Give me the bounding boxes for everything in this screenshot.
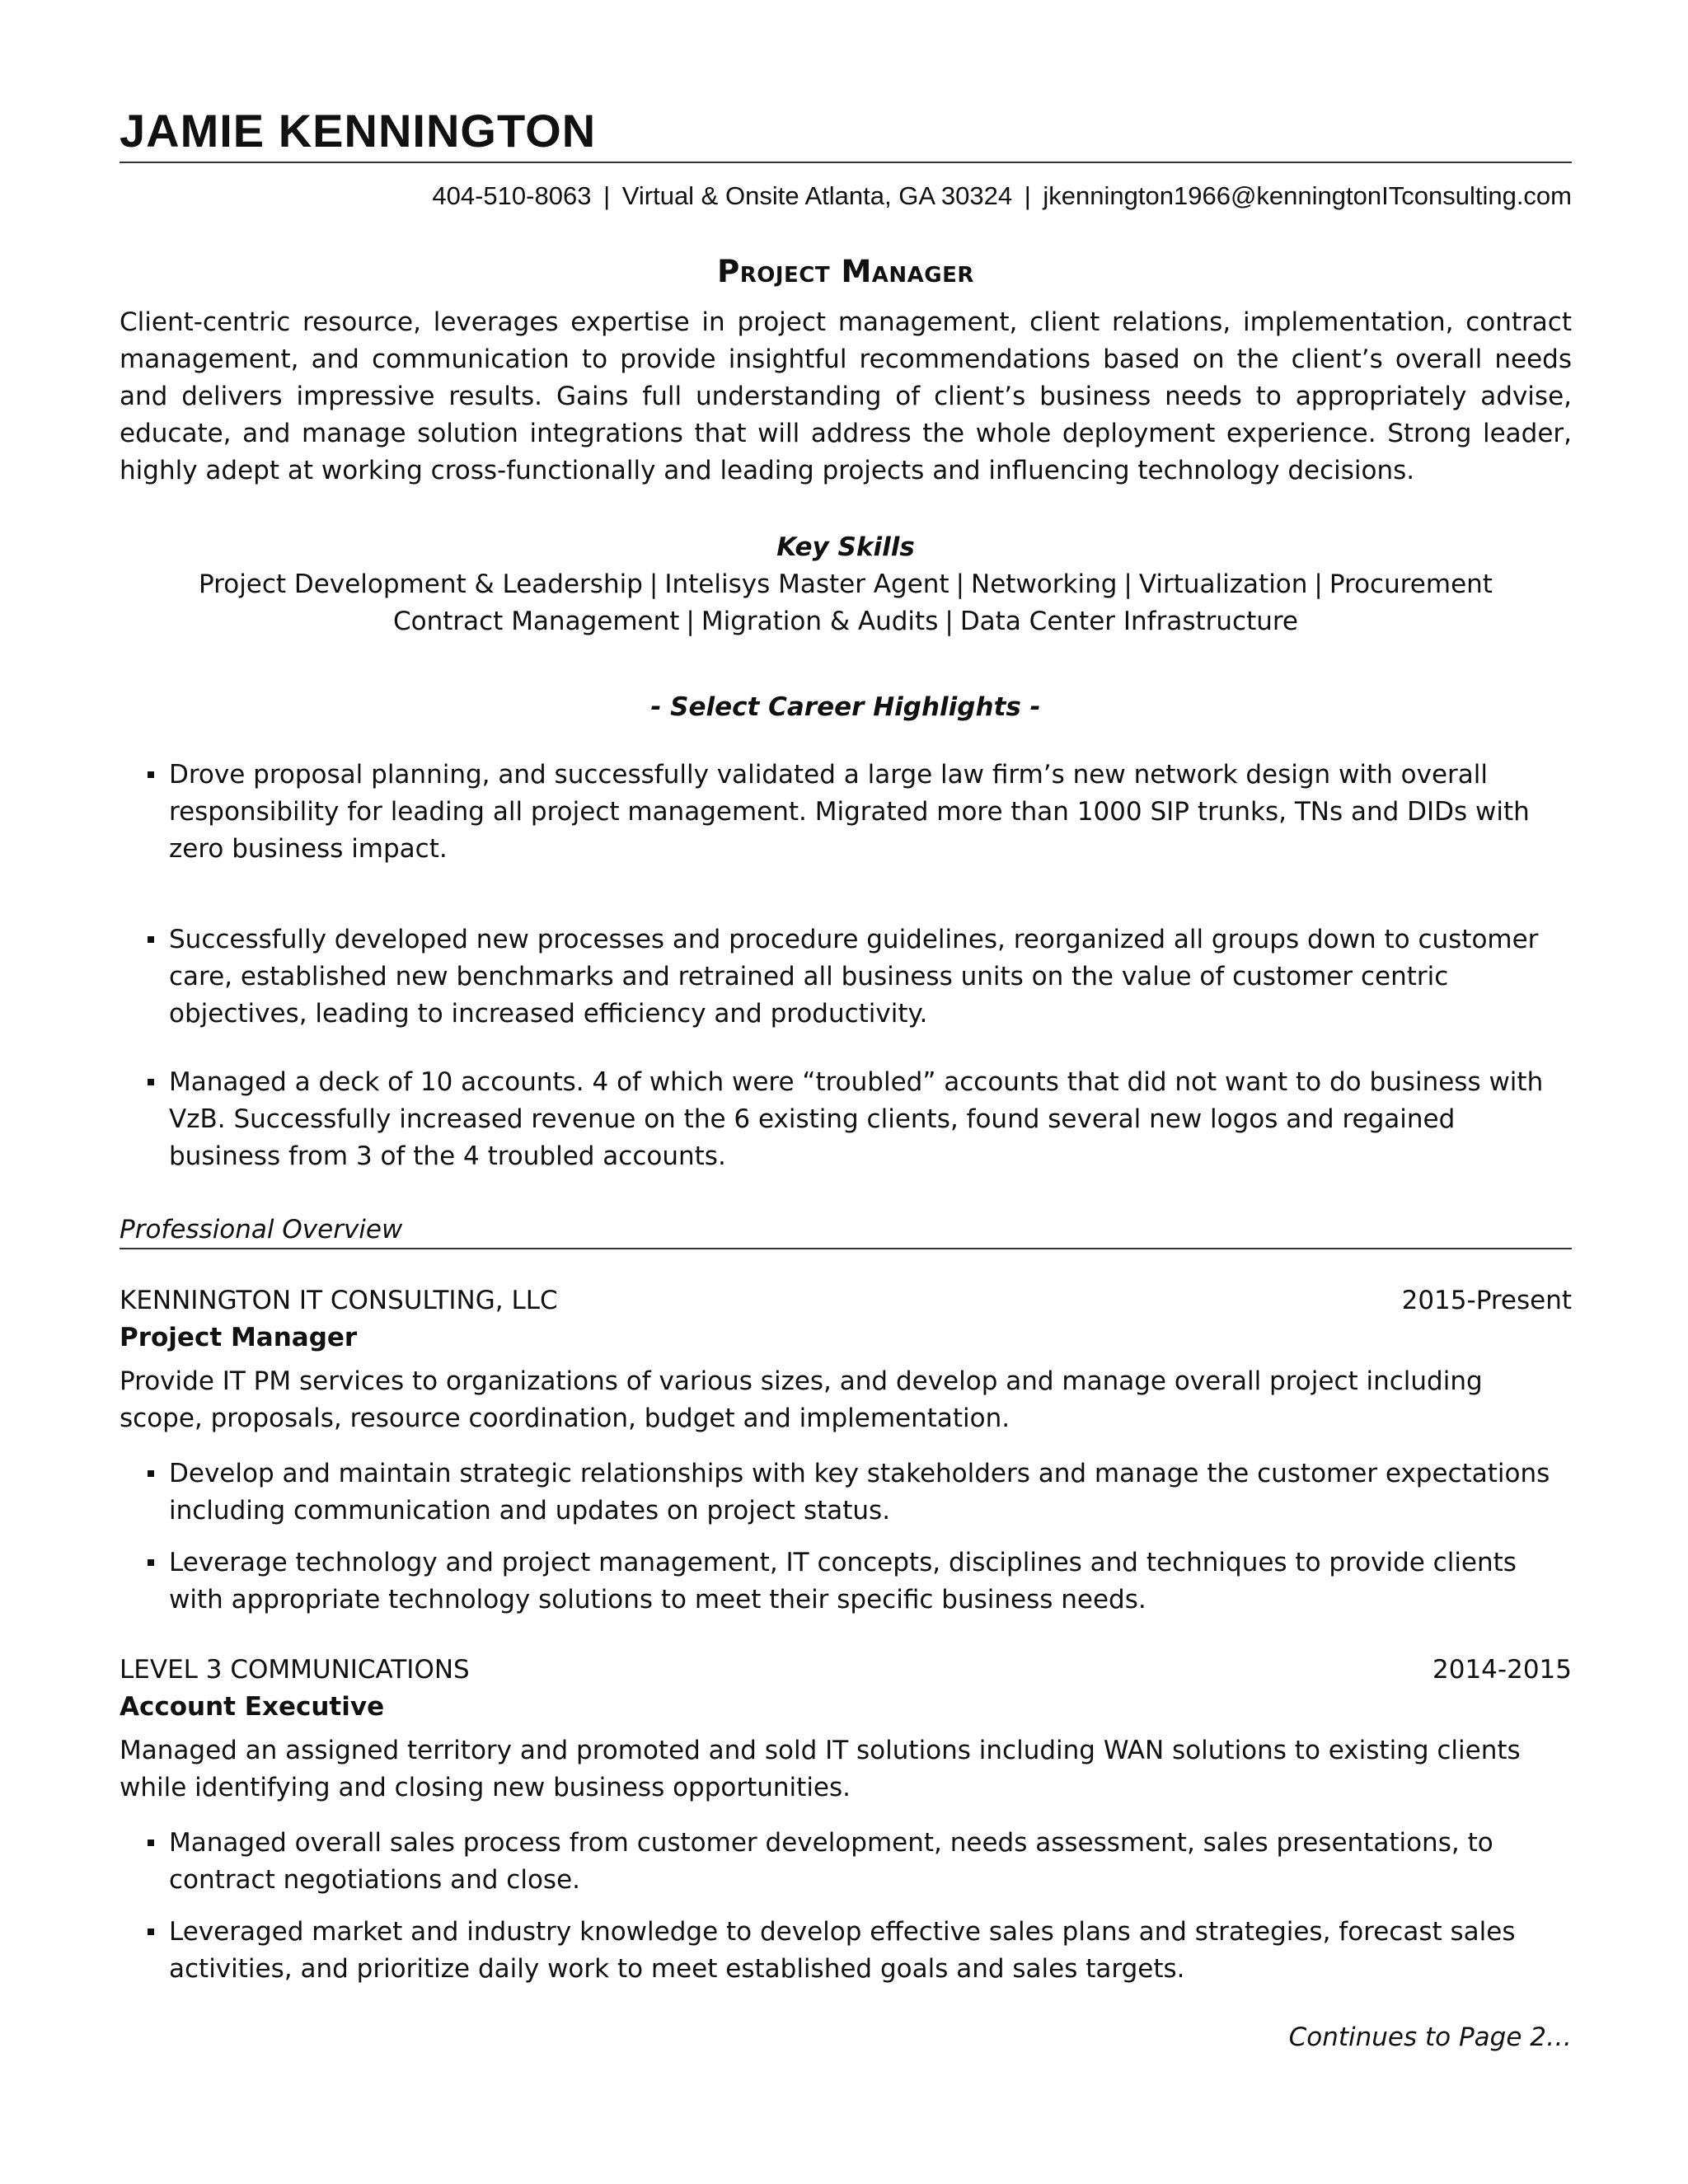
company-name: KENNINGTON IT CONSULTING, LLC	[120, 1285, 558, 1315]
professional-overview-heading: Professional Overview	[120, 1215, 1572, 1249]
highlight-text: Drove proposal planning, and successfully validated a large law firm’s new network design with overall responsibility for leading all project management. Migrated more than 1000 SIP trunks, TNs and DIDs with zero business impact.	[169, 759, 1530, 864]
separator: |	[686, 606, 695, 636]
list-item	[169, 1455, 1572, 1530]
list-item	[169, 1544, 1572, 1619]
square-bullet-icon	[148, 936, 154, 943]
list-item	[169, 921, 1572, 1033]
job-dates: 2014-2015	[1432, 1654, 1572, 1685]
square-bullet-icon	[148, 1559, 154, 1566]
separator: |	[1024, 180, 1031, 210]
job-header	[120, 1652, 1572, 1689]
highlight-text: Successfully developed new processes and procedure guidelines, reorganized all groups down to customer care, established new benchmarks and retrained all business units on the value of customer centric objectives, leading to increased efficiency and productivity.	[169, 924, 1539, 1029]
job-role: Project Manager	[120, 1322, 358, 1352]
job-role: Account Executive	[120, 1691, 385, 1722]
skill-item: Virtualization	[1138, 569, 1308, 599]
job-bullet-text: Leverage technology and project management, IT concepts, disciplines and techniques to provide clients with appropriate technology solutions to meet their specific business needs.	[169, 1547, 1517, 1615]
contact-line	[120, 181, 1572, 211]
skill-item: Contract Management	[392, 606, 680, 636]
job-description: Provide IT PM services to organizations of various sizes, and develop and manage overall project including scope, proposals, resource coordination, budget and implementation.	[120, 1366, 1483, 1433]
job-bullets	[120, 1455, 1572, 1619]
job-dates: 2015-Present	[1401, 1285, 1572, 1315]
skill-item: Procurement	[1329, 569, 1493, 599]
separator: |	[945, 606, 954, 636]
location: Virtual & Onsite Atlanta, GA 30324	[621, 180, 1013, 210]
square-bullet-icon	[148, 1079, 154, 1085]
highlight-text: Managed a deck of 10 accounts. 4 of which were “troubled” accounts that did not want to do business with VzB. Successfully increased revenue on the 6 existing clients, found several new logos and regained business from 3 of the 4 troubled accounts.	[169, 1066, 1544, 1171]
profile-title: Project Manager	[717, 253, 974, 289]
job-bullet-text: Managed overall sales process from customer development, needs assessment, sales presentations, to contract negotiations and close.	[169, 1827, 1493, 1895]
square-bullet-icon	[148, 1470, 154, 1477]
job-entry	[120, 1652, 1572, 1988]
list-item	[169, 1064, 1572, 1175]
email-address: jkennington1966@kenningtonITconsulting.com	[1043, 180, 1572, 210]
job-bullet-text: Leveraged market and industry knowledge to develop effective sales plans and strategies, forecast sales activities, and prioritize daily work to meet established goals and sales targets.	[169, 1916, 1516, 1984]
skill-item: Intelisys Master Agent	[664, 569, 950, 599]
job-entry	[120, 1282, 1572, 1619]
separator: |	[1314, 569, 1323, 599]
candidate-name: JAMIE KENNINGTON	[120, 105, 1572, 163]
continues-note: Continues to Page 2…	[1288, 2022, 1572, 2052]
separator: |	[1123, 569, 1132, 599]
job-bullet-text: Develop and maintain strategic relationships with key stakeholders and manage the customer expectations including communication and updates on project status.	[169, 1458, 1550, 1526]
separator: |	[603, 180, 611, 210]
job-bullets	[120, 1825, 1572, 1988]
resume-page	[120, 105, 1572, 2052]
company-name: LEVEL 3 COMMUNICATIONS	[120, 1654, 470, 1685]
key-skills-line-2	[120, 603, 1572, 640]
separator: |	[649, 569, 659, 599]
job-description: Managed an assigned territory and promoted and sold IT solutions including WAN solutions to existing clients while identifying and closing new business opportunities.	[120, 1735, 1521, 1802]
list-item	[169, 1825, 1572, 1899]
square-bullet-icon	[148, 1840, 154, 1846]
list-item	[169, 757, 1572, 868]
skill-item: Data Center Infrastructure	[959, 606, 1299, 636]
phone-number: 404-510-8063	[432, 180, 592, 210]
skill-item: Networking	[971, 569, 1118, 599]
separator: |	[955, 569, 965, 599]
career-highlights-title: - Select Career Highlights -	[650, 691, 1041, 722]
key-skills-line-1	[120, 566, 1572, 603]
list-item	[169, 1914, 1572, 1988]
career-highlights-list	[120, 757, 1572, 1175]
skill-item: Project Development & Leadership	[199, 569, 643, 599]
square-bullet-icon	[148, 1929, 154, 1935]
square-bullet-icon	[148, 771, 154, 778]
job-header	[120, 1282, 1572, 1319]
profile-summary: Client-centric resource, leverages expertise in project management, client relations, implementation, contract management, and communication to provide insightful recommendations based on the client’s overall needs and delivers impressive results. Gains full understanding of client’s business needs to appropriately advise, educate, and manage solution integrations that will address the whole deployment experience. Strong leader, highly adept at working cross-functionally and leading projects and influencing technology decisions.	[120, 307, 1572, 485]
key-skills-title: Key Skills	[776, 532, 915, 562]
skill-item: Migration & Audits	[701, 606, 939, 636]
